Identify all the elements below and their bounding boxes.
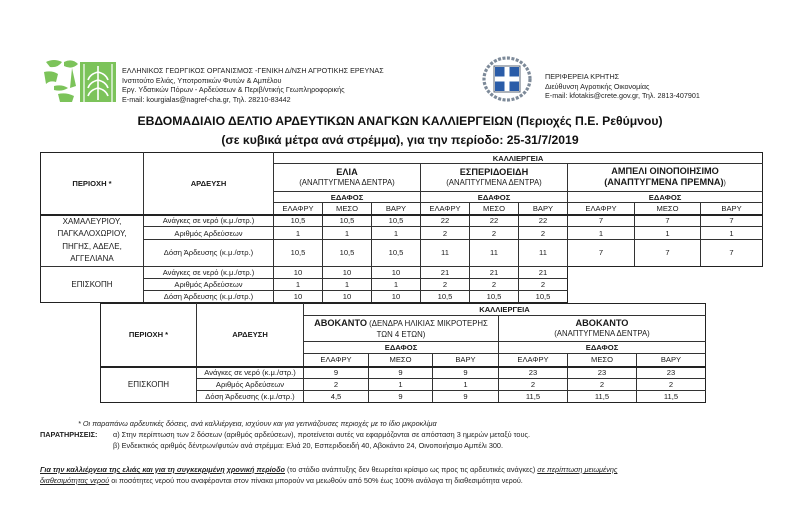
header-cultivation: ΚΑΛΛΙΕΡΓΕΙΑ: [274, 153, 763, 164]
soil-header: ΕΔΑΦΟΣ: [274, 192, 421, 203]
crop-wine-grape: [568, 164, 763, 192]
row-label: Δόση Άρδευσης (κ.μ./στρ.): [197, 391, 304, 403]
row-label: Ανάγκες σε νερό (κ.μ./στρ.): [144, 266, 274, 278]
value-cell: 7: [568, 215, 635, 227]
crop-sub-2: ΤΩΝ 4 ΕΤΩΝ): [376, 329, 426, 339]
elgo-logo: [40, 58, 118, 104]
value-cell: 10,5: [372, 215, 421, 227]
table-row: [101, 367, 706, 379]
value-cell: 10: [274, 266, 323, 278]
value-cell: 11: [470, 239, 519, 266]
value-cell: 23: [499, 367, 568, 379]
olive-note-line1: [40, 464, 617, 475]
value-cell: 10,5: [421, 290, 470, 302]
value-cell: 4,5: [304, 391, 369, 403]
soil-medium: ΜΕΣΟ: [568, 354, 637, 367]
crop-sub: (ΑΝΑΠΤΥΓΜΕΝΑ ΔΕΝΤΡΑ): [446, 178, 542, 187]
value-cell: 11,5: [499, 391, 568, 403]
value-cell: 1: [635, 227, 701, 239]
table-row: [41, 227, 763, 239]
value-cell: 7: [635, 215, 701, 227]
footnote: * Οι παραπάνω αρδευτικές δόσεις, ανά καλλιέργεια, ισχύουν και για γειτνιάζουσες περιοχές με το ίδιο μικροκλίμα: [78, 419, 437, 428]
elgo-dimitra-logo-icon: [40, 58, 118, 104]
institute-name: Ινστιτούτο Ελιάς, Υποτροπικών Φυτών & Αμπέλου: [122, 75, 282, 85]
region-line: ΧΑΜΑΛΕΥΡΙΟΥ,: [62, 216, 122, 226]
value-cell: 10,5: [274, 239, 323, 266]
value-cell: 9: [304, 367, 369, 379]
value-cell: 10: [372, 266, 421, 278]
value-cell: 2: [519, 227, 568, 239]
soil-heavy: ΒΑΡΥ: [372, 203, 421, 215]
soil-light: ΕΛΑΦΡΥ: [499, 354, 568, 367]
table-row: [41, 239, 763, 266]
value-cell: 10: [274, 290, 323, 302]
crop-olive: [274, 164, 421, 192]
value-cell: 1: [433, 379, 499, 391]
header-irrigation: ΑΡΔΕΥΣΗ: [197, 304, 304, 367]
soil-header: ΕΔΑΦΟΣ: [568, 192, 763, 203]
remark-b: β) Ενδεικτικός αριθμός δέντρων/φυτών ανά στρέμμα: Ελιά 20, Εσπεριδοειδή 40, Αβοκάντο 24, Οινοποιήσιμο Αμπέλι 300.: [113, 441, 504, 450]
crop-sub-text: (ΑΝΑΠΤΥΓΜΕΝΑ ΠΡΕΜΝΑ): [604, 177, 724, 187]
value-cell: 10,5: [519, 290, 568, 302]
value-cell: 21: [421, 266, 470, 278]
irrigation-table-2: [100, 303, 706, 403]
soil-header: ΕΔΑΦΟΣ: [421, 192, 568, 203]
soil-medium: ΜΕΣΟ: [323, 203, 372, 215]
table-row: [41, 215, 763, 227]
value-cell: 7: [568, 239, 635, 266]
olive-note-text: (το στάδιο ανάπτυξης δεν θεωρείται κρίσιμο ως προς τις αρδευτικές ανάγκες): [285, 465, 538, 474]
header-cultivation: ΚΑΛΛΙΕΡΓΕΙΑ: [304, 304, 706, 316]
value-cell: 7: [701, 215, 763, 227]
soil-heavy: ΒΑΡΥ: [637, 354, 706, 367]
soil-medium: ΜΕΣΟ: [470, 203, 519, 215]
value-cell: 1: [372, 227, 421, 239]
crop-name: ΕΣΠΕΡΙΔΟΕΙΔΗ: [459, 167, 529, 177]
crop-name: ΑΒΟΚΑΝΤΟ: [575, 318, 629, 328]
value-cell: 10,5: [470, 290, 519, 302]
region-line: ΠΑΓΚΑΛΟΧΩΡΙΟΥ,: [57, 229, 127, 238]
value-cell: 22: [470, 215, 519, 227]
row-label: Ανάγκες σε νερό (κ.μ./στρ.): [197, 367, 304, 379]
region-cell: ΕΠΙΣΚΟΠΗ: [101, 367, 197, 403]
soil-heavy: ΒΑΡΥ: [519, 203, 568, 215]
remark-a: α) Στην περίπτωση των 2 δόσεων (αριθμός αρδεύσεων), προτείνεται αυτές να εφαρμόζονται σε απόσταση 3 ημερών μεταξύ τους.: [113, 430, 530, 439]
value-cell: 2: [499, 379, 568, 391]
soil-medium: ΜΕΣΟ: [369, 354, 433, 367]
row-label: Δόση Άρδευσης (κ.μ./στρ.): [144, 290, 274, 302]
value-cell: 23: [637, 367, 706, 379]
value-cell: 9: [369, 367, 433, 379]
value-cell: 21: [519, 266, 568, 278]
greek-emblem: [482, 56, 532, 102]
row-label: Ανάγκες σε νερό (κ.μ./στρ.): [144, 215, 274, 227]
value-cell: 22: [519, 215, 568, 227]
crop-sub: (ΑΝΑΠΤΥΓΜΕΝΑ ΔΕΝΤΡΑ): [554, 329, 650, 338]
olive-note-condition-2: διαθεσιμότητας νερού: [40, 476, 110, 485]
region-cell: [41, 215, 144, 267]
value-cell: 10,5: [323, 215, 372, 227]
header-region: ΠΕΡΙΟΧΗ *: [41, 153, 144, 215]
remarks-label: ΠΑΡΑΤΗΡΗΣΕΙΣ:: [40, 430, 98, 439]
crop-name: ΑΒΟΚΑΝΤΟ: [314, 317, 368, 328]
value-cell: 1: [274, 278, 323, 290]
soil-header: ΕΔΑΦΟΣ: [499, 342, 706, 354]
contact-right: E-mail: kfotakis@crete.gov.gr, Τηλ. 2813-407901: [545, 91, 700, 100]
value-cell: 9: [369, 391, 433, 403]
irrigation-table-1: [40, 152, 763, 303]
value-cell: 10,5: [372, 239, 421, 266]
crop-sub: (ΑΝΑΠΤΥΓΜΕΝΑ ΔΕΝΤΡΑ): [299, 178, 395, 187]
crop-avocado-young: [304, 316, 499, 342]
value-cell: 11: [519, 239, 568, 266]
soil-light: ΕΛΑΦΡΥ: [568, 203, 635, 215]
crop-sub: [568, 177, 762, 189]
value-cell: 1: [323, 278, 372, 290]
value-cell: 10: [323, 290, 372, 302]
value-cell: 2: [421, 278, 470, 290]
soil-light: ΕΛΑΦΡΥ: [421, 203, 470, 215]
row-label: Αριθμός Αρδεύσεων: [144, 278, 274, 290]
lab-name: Εργ. Υδατικών Πόρων - Αρδεύσεων & Περιβ/ντικής Γεωπληροφορικής: [122, 85, 345, 94]
hellenic-emblem-icon: [482, 56, 532, 102]
olive-note-line2: [40, 475, 523, 486]
value-cell: 1: [568, 227, 635, 239]
value-cell: 2: [470, 278, 519, 290]
crop-sub-tail: ): [723, 180, 726, 187]
value-cell: 10: [323, 266, 372, 278]
value-cell: 11,5: [637, 391, 706, 403]
empty-cell: [568, 266, 763, 302]
region-name: ΠΕΡΙΦΕΡΕΙΑ ΚΡΗΤΗΣ: [545, 72, 620, 81]
value-cell: 10,5: [323, 239, 372, 266]
olive-note-emphasis: Για την καλλιέργεια της ελιάς και για τη συγκεκριμένη χρονική περίοδο: [40, 465, 286, 474]
value-cell: 22: [421, 215, 470, 227]
row-label: Αριθμός Αρδεύσεων: [144, 227, 274, 239]
value-cell: 2: [304, 379, 369, 391]
value-cell: 2: [421, 227, 470, 239]
value-cell: 9: [433, 367, 499, 379]
value-cell: 9: [433, 391, 499, 403]
crop-sub: (ΔΕΝΔΡΑ ΗΛΙΚΙΑΣ ΜΙΚΡΟΤΕΡΗΣ: [369, 318, 488, 328]
row-label: Δόση Άρδευσης (κ.μ./στρ.): [144, 239, 274, 266]
soil-heavy: ΒΑΡΥ: [701, 203, 763, 215]
soil-header: ΕΔΑΦΟΣ: [304, 342, 499, 354]
value-cell: 2: [568, 379, 637, 391]
value-cell: 1: [274, 227, 323, 239]
header-region: ΠΕΡΙΟΧΗ *: [101, 304, 197, 367]
value-cell: 2: [470, 227, 519, 239]
bulletin-title: ΕΒΔΟΜΑΔΙΑΙΟ ΔΕΛΤΙΟ ΑΡΔΕΥΤΙΚΩΝ ΑΝΑΓΚΩΝ ΚΑΛΛΙΕΡΓΕΙΩΝ (Περιοχές Π.Ε. Ρεθύμνου): [137, 114, 663, 128]
value-cell: 23: [568, 367, 637, 379]
value-cell: 7: [701, 239, 763, 266]
value-cell: 10: [372, 290, 421, 302]
row-label: Αριθμός Αρδεύσεων: [197, 379, 304, 391]
value-cell: 21: [470, 266, 519, 278]
table-row: [41, 266, 763, 278]
value-cell: 7: [635, 239, 701, 266]
soil-heavy: ΒΑΡΥ: [433, 354, 499, 367]
directorate-name: Διεύθυνση Αγροτικής Οικονομίας: [545, 81, 650, 91]
olive-note-condition: σε περίπτωση μειωμένης: [537, 465, 618, 474]
value-cell: 11: [421, 239, 470, 266]
soil-light: ΕΛΑΦΡΥ: [274, 203, 323, 215]
value-cell: 2: [519, 278, 568, 290]
contact-left: E-mail: kourgialas@nagref-cha.gr, Τηλ. 28210-83442: [122, 94, 291, 104]
value-cell: 11,5: [568, 391, 637, 403]
value-cell: 1: [701, 227, 763, 239]
crop-citrus: [421, 164, 568, 192]
bulletin-subtitle: (σε κυβικά μέτρα ανά στρέμμα), για την περίοδο: 25-31/7/2019: [221, 133, 579, 147]
value-cell: 10,5: [274, 215, 323, 227]
crop-name: ΕΛΙΑ: [336, 167, 358, 177]
value-cell: 2: [637, 379, 706, 391]
region-line: ΠΗΓΗΣ, ΑΔΕΛΕ,: [62, 241, 122, 251]
crop-name: ΑΜΠΕΛΙ ΟΙΝΟΠΟΙΗΣΙΜΟ: [611, 166, 719, 176]
region-line: ΑΓΓΕΛΙΑΝΑ: [70, 254, 114, 263]
value-cell: 1: [323, 227, 372, 239]
org-name: ΕΛΛΗΝΙΚΟΣ ΓΕΩΡΓΙΚΟΣ ΟΡΓΑΝΙΣΜΟΣ -ΓΕΝΙΚΗ Δ/ΝΣΗ ΑΓΡΟΤΙΚΗΣ ΕΡΕΥΝΑΣ: [122, 66, 384, 75]
value-cell: 1: [372, 278, 421, 290]
soil-medium: ΜΕΣΟ: [635, 203, 701, 215]
header-irrigation: ΑΡΔΕΥΣΗ: [144, 153, 274, 215]
value-cell: 1: [369, 379, 433, 391]
crop-avocado-mature: [499, 316, 706, 342]
region-cell: ΕΠΙΣΚΟΠΗ: [41, 266, 144, 302]
olive-note-text-2: οι ποσότητες νερού που αναφέρονται στον πίνακα μπορούν να μειωθούν από 50% έως 100% ανάλογα τη διαθεσιμότητα νερού.: [109, 476, 523, 485]
soil-light: ΕΛΑΦΡΥ: [304, 354, 369, 367]
